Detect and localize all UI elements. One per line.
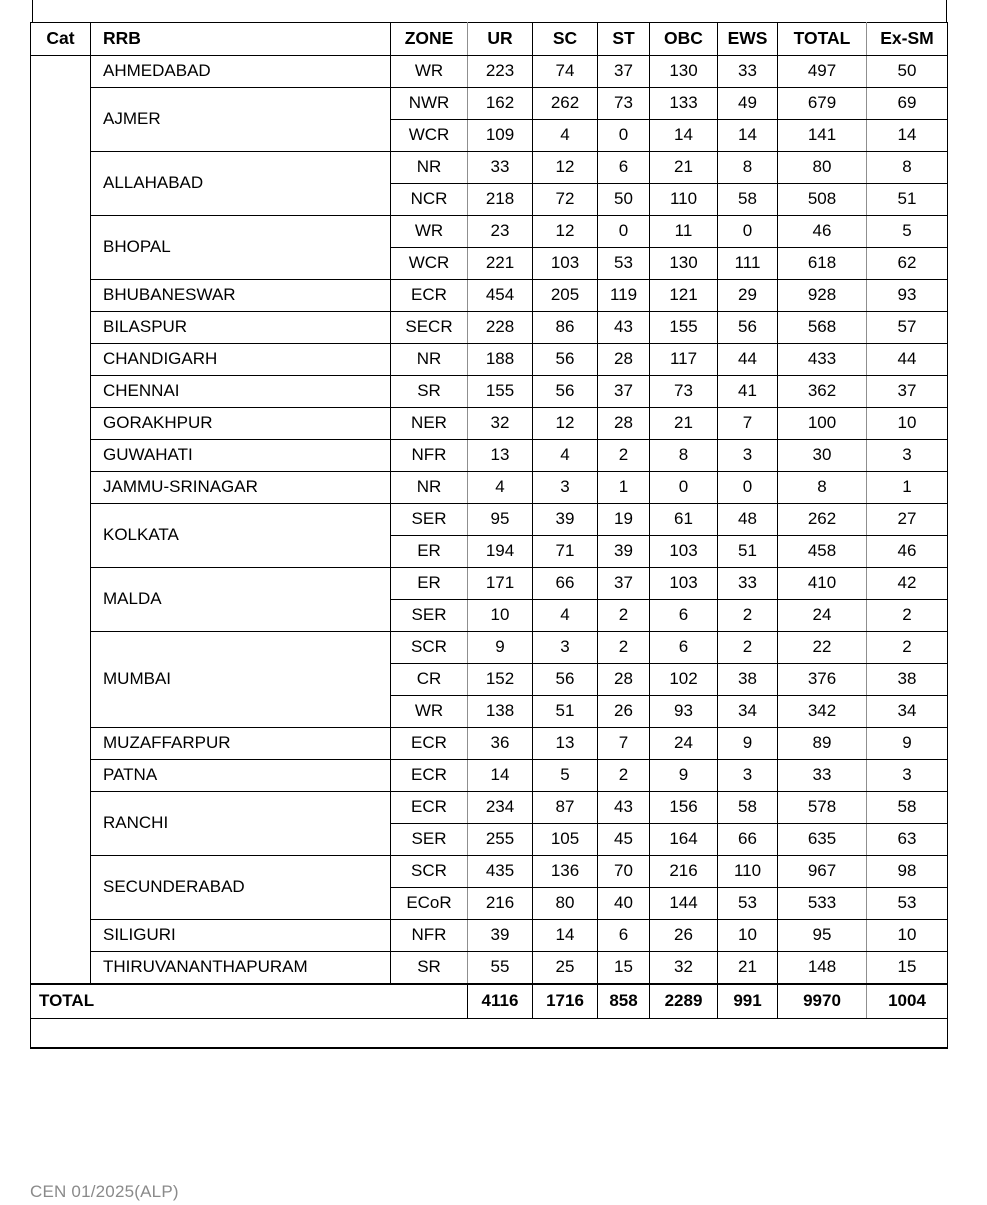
value-cell-ex-sm: 42 [867,568,948,600]
table-row [31,440,948,472]
value-cell-sc: 4 [533,440,598,472]
value-cell-ews: 9 [718,728,778,760]
value-cell-obc: 156 [650,792,718,824]
value-cell-obc: 8 [650,440,718,472]
value-cell-st: 28 [598,408,650,440]
rrb-name-cell: MALDA [91,568,391,632]
rrb-name-cell: PATNA [91,760,391,792]
total-value-cell-ex-sm: 1004 [867,984,948,1019]
value-cell-ur: 216 [468,888,533,920]
value-cell-obc: 73 [650,376,718,408]
value-cell-st: 2 [598,600,650,632]
value-cell-total: 141 [778,120,867,152]
rrb-name-cell: CHANDIGARH [91,344,391,376]
value-cell-ur: 228 [468,312,533,344]
zone-cell: NR [391,344,468,376]
value-cell-ur: 14 [468,760,533,792]
rrb-name-cell: BILASPUR [91,312,391,344]
table-row [31,568,948,600]
value-cell-ex-sm: 15 [867,952,948,985]
value-cell-ex-sm: 57 [867,312,948,344]
value-cell-sc: 136 [533,856,598,888]
total-value-cell-total: 9970 [778,984,867,1019]
value-cell-sc: 12 [533,216,598,248]
column-header-obc: OBC [650,23,718,56]
value-cell-obc: 26 [650,920,718,952]
value-cell-sc: 25 [533,952,598,985]
value-cell-total: 24 [778,600,867,632]
value-cell-st: 50 [598,184,650,216]
value-cell-ews: 44 [718,344,778,376]
value-cell-obc: 21 [650,408,718,440]
value-cell-ex-sm: 9 [867,728,948,760]
value-cell-total: 618 [778,248,867,280]
value-cell-obc: 110 [650,184,718,216]
top-partial-row [32,0,947,22]
value-cell-ex-sm: 69 [867,88,948,120]
table-row [31,152,948,184]
rrb-name-cell: SECUNDERABAD [91,856,391,920]
column-header-st: ST [598,23,650,56]
value-cell-ews: 56 [718,312,778,344]
value-cell-total: 568 [778,312,867,344]
zone-cell: NER [391,408,468,440]
value-cell-sc: 66 [533,568,598,600]
value-cell-total: 410 [778,568,867,600]
value-cell-obc: 6 [650,600,718,632]
value-cell-sc: 103 [533,248,598,280]
empty-row [31,1019,948,1049]
value-cell-obc: 9 [650,760,718,792]
value-cell-ur: 155 [468,376,533,408]
table-row [31,728,948,760]
value-cell-total: 80 [778,152,867,184]
value-cell-total: 148 [778,952,867,985]
zone-cell: ECR [391,280,468,312]
value-cell-ur: 36 [468,728,533,760]
zone-cell: ECR [391,728,468,760]
value-cell-ur: 435 [468,856,533,888]
total-value-cell-st: 858 [598,984,650,1019]
value-cell-total: 458 [778,536,867,568]
value-cell-ews: 33 [718,568,778,600]
cat-merged-cell [31,56,91,985]
value-cell-obc: 216 [650,856,718,888]
zone-cell: ER [391,536,468,568]
total-row [31,984,948,1019]
total-label-cell: TOTAL [31,984,468,1019]
rrb-name-cell: KOLKATA [91,504,391,568]
rrb-name-cell: CHENNAI [91,376,391,408]
vacancy-table [30,22,948,1049]
value-cell-total: 928 [778,280,867,312]
rrb-name-cell: AJMER [91,88,391,152]
rrb-name-cell: ALLAHABAD [91,152,391,216]
value-cell-ex-sm: 37 [867,376,948,408]
zone-cell: ECoR [391,888,468,920]
value-cell-sc: 87 [533,792,598,824]
value-cell-ews: 2 [718,632,778,664]
zone-cell: SER [391,824,468,856]
zone-cell: NFR [391,440,468,472]
value-cell-ews: 38 [718,664,778,696]
rrb-name-cell: AHMEDABAD [91,56,391,88]
value-cell-sc: 56 [533,344,598,376]
value-cell-sc: 51 [533,696,598,728]
value-cell-obc: 11 [650,216,718,248]
value-cell-ur: 10 [468,600,533,632]
value-cell-ews: 29 [718,280,778,312]
value-cell-ex-sm: 3 [867,760,948,792]
value-cell-ews: 41 [718,376,778,408]
value-cell-st: 39 [598,536,650,568]
value-cell-sc: 4 [533,600,598,632]
value-cell-st: 53 [598,248,650,280]
value-cell-total: 46 [778,216,867,248]
value-cell-ur: 95 [468,504,533,536]
value-cell-total: 578 [778,792,867,824]
table-row [31,216,948,248]
total-value-cell-obc: 2289 [650,984,718,1019]
value-cell-obc: 133 [650,88,718,120]
value-cell-st: 0 [598,216,650,248]
value-cell-ur: 162 [468,88,533,120]
value-cell-sc: 39 [533,504,598,536]
value-cell-ex-sm: 63 [867,824,948,856]
value-cell-total: 30 [778,440,867,472]
zone-cell: NWR [391,88,468,120]
column-header-total: TOTAL [778,23,867,56]
table-row [31,632,948,664]
zone-cell: WR [391,696,468,728]
value-cell-ex-sm: 14 [867,120,948,152]
value-cell-ews: 33 [718,56,778,88]
value-cell-ur: 13 [468,440,533,472]
value-cell-obc: 0 [650,472,718,504]
value-cell-total: 376 [778,664,867,696]
value-cell-sc: 80 [533,888,598,920]
value-cell-sc: 3 [533,632,598,664]
zone-cell: ECR [391,792,468,824]
value-cell-st: 0 [598,120,650,152]
value-cell-obc: 164 [650,824,718,856]
zone-cell: SCR [391,856,468,888]
zone-cell: SR [391,376,468,408]
zone-cell: WR [391,56,468,88]
value-cell-total: 262 [778,504,867,536]
value-cell-ews: 34 [718,696,778,728]
value-cell-st: 1 [598,472,650,504]
value-cell-ex-sm: 53 [867,888,948,920]
value-cell-obc: 24 [650,728,718,760]
column-header-ews: EWS [718,23,778,56]
zone-cell: WCR [391,248,468,280]
value-cell-sc: 74 [533,56,598,88]
value-cell-st: 43 [598,792,650,824]
column-header-ur: UR [468,23,533,56]
value-cell-ews: 2 [718,600,778,632]
value-cell-ews: 7 [718,408,778,440]
value-cell-obc: 14 [650,120,718,152]
table-row [31,376,948,408]
value-cell-total: 100 [778,408,867,440]
table-row [31,504,948,536]
value-cell-obc: 102 [650,664,718,696]
value-cell-ex-sm: 38 [867,664,948,696]
value-cell-total: 497 [778,56,867,88]
value-cell-ur: 39 [468,920,533,952]
value-cell-ews: 3 [718,440,778,472]
table-row [31,56,948,88]
value-cell-total: 95 [778,920,867,952]
value-cell-sc: 56 [533,664,598,696]
zone-cell: SER [391,504,468,536]
value-cell-ews: 49 [718,88,778,120]
table-row [31,792,948,824]
value-cell-obc: 130 [650,248,718,280]
zone-cell: NR [391,472,468,504]
value-cell-st: 73 [598,88,650,120]
value-cell-ur: 234 [468,792,533,824]
value-cell-obc: 21 [650,152,718,184]
zone-cell: ER [391,568,468,600]
value-cell-ur: 152 [468,664,533,696]
empty-cell [31,1019,948,1049]
value-cell-sc: 105 [533,824,598,856]
value-cell-ur: 138 [468,696,533,728]
value-cell-st: 28 [598,344,650,376]
value-cell-ur: 32 [468,408,533,440]
value-cell-ur: 23 [468,216,533,248]
value-cell-ews: 58 [718,792,778,824]
value-cell-st: 40 [598,888,650,920]
value-cell-sc: 4 [533,120,598,152]
value-cell-total: 433 [778,344,867,376]
value-cell-ex-sm: 8 [867,152,948,184]
value-cell-sc: 86 [533,312,598,344]
zone-cell: ECR [391,760,468,792]
zone-cell: SER [391,600,468,632]
zone-cell: NR [391,152,468,184]
value-cell-total: 679 [778,88,867,120]
footer-cen-label: CEN 01/2025(ALP) [30,1182,179,1201]
value-cell-obc: 144 [650,888,718,920]
value-cell-obc: 155 [650,312,718,344]
value-cell-sc: 12 [533,408,598,440]
value-cell-sc: 72 [533,184,598,216]
value-cell-ex-sm: 34 [867,696,948,728]
value-cell-obc: 103 [650,536,718,568]
value-cell-total: 533 [778,888,867,920]
table-row [31,280,948,312]
value-cell-st: 26 [598,696,650,728]
value-cell-ews: 0 [718,472,778,504]
value-cell-sc: 56 [533,376,598,408]
value-cell-ur: 454 [468,280,533,312]
value-cell-ur: 188 [468,344,533,376]
rrb-name-cell: THIRUVANANTHAPURAM [91,952,391,985]
rrb-name-cell: BHOPAL [91,216,391,280]
value-cell-ex-sm: 10 [867,920,948,952]
table-row [31,312,948,344]
table-container [30,0,947,1049]
value-cell-sc: 13 [533,728,598,760]
value-cell-ex-sm: 62 [867,248,948,280]
value-cell-ur: 171 [468,568,533,600]
total-value-cell-sc: 1716 [533,984,598,1019]
value-cell-obc: 6 [650,632,718,664]
value-cell-sc: 262 [533,88,598,120]
value-cell-st: 2 [598,440,650,472]
value-cell-st: 19 [598,504,650,536]
total-value-cell-ews: 991 [718,984,778,1019]
rrb-name-cell: GORAKHPUR [91,408,391,440]
value-cell-ur: 4 [468,472,533,504]
value-cell-ex-sm: 3 [867,440,948,472]
value-cell-obc: 130 [650,56,718,88]
zone-cell: NCR [391,184,468,216]
value-cell-total: 8 [778,472,867,504]
header-row [31,23,948,56]
value-cell-st: 119 [598,280,650,312]
value-cell-total: 967 [778,856,867,888]
value-cell-ur: 55 [468,952,533,985]
value-cell-obc: 61 [650,504,718,536]
rrb-name-cell: JAMMU-SRINAGAR [91,472,391,504]
value-cell-ur: 194 [468,536,533,568]
rrb-name-cell: BHUBANESWAR [91,280,391,312]
table-row [31,88,948,120]
value-cell-sc: 5 [533,760,598,792]
table-row [31,952,948,985]
value-cell-ews: 58 [718,184,778,216]
column-header-ex-sm: Ex-SM [867,23,948,56]
value-cell-obc: 121 [650,280,718,312]
value-cell-total: 89 [778,728,867,760]
value-cell-st: 7 [598,728,650,760]
value-cell-ex-sm: 58 [867,792,948,824]
value-cell-total: 342 [778,696,867,728]
value-cell-total: 635 [778,824,867,856]
value-cell-st: 45 [598,824,650,856]
value-cell-sc: 205 [533,280,598,312]
value-cell-obc: 117 [650,344,718,376]
value-cell-st: 6 [598,152,650,184]
value-cell-sc: 71 [533,536,598,568]
rrb-name-cell: GUWAHATI [91,440,391,472]
value-cell-st: 37 [598,56,650,88]
zone-cell: WR [391,216,468,248]
table-row [31,920,948,952]
total-value-cell-ur: 4116 [468,984,533,1019]
value-cell-total: 33 [778,760,867,792]
value-cell-sc: 12 [533,152,598,184]
table-row [31,856,948,888]
zone-cell: NFR [391,920,468,952]
value-cell-ex-sm: 46 [867,536,948,568]
value-cell-total: 508 [778,184,867,216]
value-cell-ur: 223 [468,56,533,88]
column-header-rrb: RRB [91,23,391,56]
zone-cell: WCR [391,120,468,152]
value-cell-total: 22 [778,632,867,664]
value-cell-st: 15 [598,952,650,985]
value-cell-ur: 218 [468,184,533,216]
value-cell-st: 37 [598,568,650,600]
table-row [31,472,948,504]
value-cell-obc: 93 [650,696,718,728]
value-cell-obc: 32 [650,952,718,985]
value-cell-ur: 109 [468,120,533,152]
value-cell-st: 37 [598,376,650,408]
value-cell-ews: 10 [718,920,778,952]
value-cell-sc: 14 [533,920,598,952]
value-cell-ur: 255 [468,824,533,856]
value-cell-st: 70 [598,856,650,888]
value-cell-ur: 9 [468,632,533,664]
value-cell-ex-sm: 2 [867,600,948,632]
value-cell-ex-sm: 5 [867,216,948,248]
zone-cell: SCR [391,632,468,664]
value-cell-ews: 111 [718,248,778,280]
value-cell-sc: 3 [533,472,598,504]
value-cell-ews: 21 [718,952,778,985]
column-header-zone: ZONE [391,23,468,56]
table-row [31,408,948,440]
zone-cell: SR [391,952,468,985]
value-cell-st: 43 [598,312,650,344]
value-cell-ews: 8 [718,152,778,184]
zone-cell: CR [391,664,468,696]
value-cell-ex-sm: 44 [867,344,948,376]
value-cell-ews: 53 [718,888,778,920]
value-cell-st: 2 [598,632,650,664]
value-cell-ews: 14 [718,120,778,152]
value-cell-ews: 110 [718,856,778,888]
value-cell-ur: 221 [468,248,533,280]
value-cell-st: 28 [598,664,650,696]
value-cell-st: 2 [598,760,650,792]
zone-cell: SECR [391,312,468,344]
rrb-name-cell: SILIGURI [91,920,391,952]
value-cell-ex-sm: 50 [867,56,948,88]
value-cell-ex-sm: 51 [867,184,948,216]
value-cell-ews: 48 [718,504,778,536]
table-row [31,760,948,792]
value-cell-ews: 0 [718,216,778,248]
value-cell-ews: 3 [718,760,778,792]
value-cell-ex-sm: 93 [867,280,948,312]
value-cell-ews: 51 [718,536,778,568]
value-cell-ex-sm: 98 [867,856,948,888]
value-cell-ex-sm: 1 [867,472,948,504]
rrb-name-cell: RANCHI [91,792,391,856]
column-header-cat: Cat [31,23,91,56]
rrb-name-cell: MUZAFFARPUR [91,728,391,760]
value-cell-total: 362 [778,376,867,408]
value-cell-ex-sm: 10 [867,408,948,440]
value-cell-ex-sm: 27 [867,504,948,536]
value-cell-st: 6 [598,920,650,952]
value-cell-ex-sm: 2 [867,632,948,664]
rrb-name-cell: MUMBAI [91,632,391,728]
column-header-sc: SC [533,23,598,56]
value-cell-obc: 103 [650,568,718,600]
value-cell-ur: 33 [468,152,533,184]
value-cell-ews: 66 [718,824,778,856]
table-row [31,344,948,376]
